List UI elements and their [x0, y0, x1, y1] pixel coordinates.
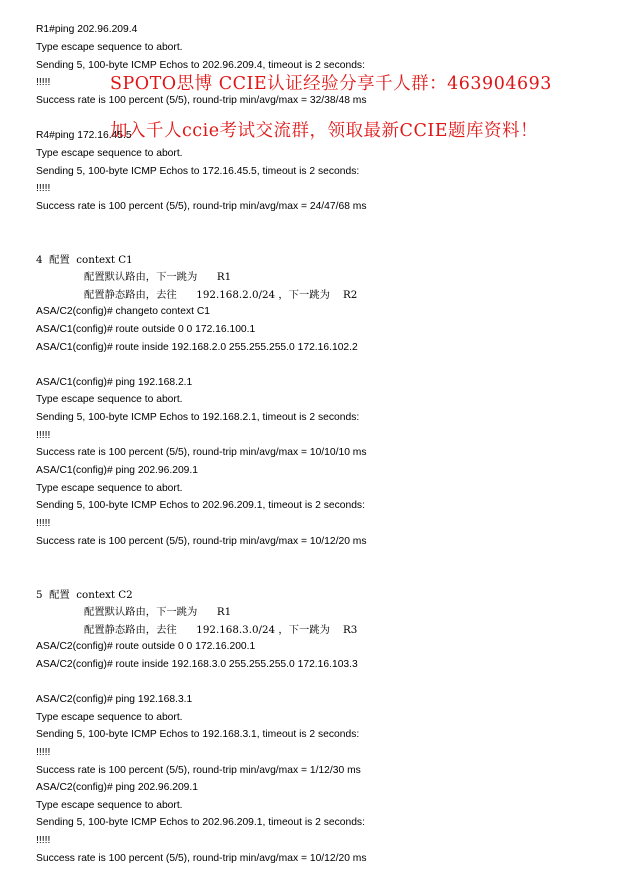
- terminal-line: Type escape sequence to abort.: [36, 42, 183, 53]
- config-step: 配置默认路由，下一跳为 R1: [84, 271, 232, 283]
- config-step: 配置静态路由，去往 192.168.3.0/24 ，下一跳为 R3: [84, 624, 358, 636]
- terminal-line: Success rate is 100 percent (5/5), round-trip min/avg/max = 10/12/20 ms: [36, 853, 367, 864]
- terminal-line: Type escape sequence to abort.: [36, 712, 183, 723]
- terminal-line: Success rate is 100 percent (5/5), round-trip min/avg/max = 1/12/30 ms: [36, 765, 361, 776]
- terminal-line: R1#ping 202.96.209.4: [36, 24, 138, 35]
- terminal-line: !!!!!: [36, 77, 51, 88]
- terminal-line: ASA/C2(config)# changeto context C1: [36, 306, 211, 317]
- terminal-line: ASA/C1(config)# route outside 0 0 172.16.100.1: [36, 324, 256, 335]
- terminal-line: ASA/C2(config)# ping 202.96.209.1: [36, 782, 199, 793]
- terminal-line: R4#ping 172.16.45.5: [36, 130, 132, 141]
- terminal-line: !!!!!: [36, 430, 51, 441]
- watermark-line: SPOTO思博 CCIE认证经验分享千人群：463904693: [110, 74, 552, 94]
- terminal-line: ASA/C2(config)# route outside 0 0 172.16.200.1: [36, 641, 256, 652]
- terminal-line: Success rate is 100 percent (5/5), round-trip min/avg/max = 32/38/48 ms: [36, 95, 367, 106]
- config-step: 配置默认路由，下一跳为 R1: [84, 606, 232, 618]
- terminal-line: ASA/C2(config)# ping 192.168.3.1: [36, 694, 193, 705]
- terminal-line: ASA/C1(config)# route inside 192.168.2.0 255.255.255.0 172.16.102.2: [36, 342, 358, 353]
- terminal-line: Sending 5, 100-byte ICMP Echos to 202.96.209.1, timeout is 2 seconds:: [36, 500, 365, 511]
- section-heading: 5 配置 context C2: [36, 589, 133, 601]
- terminal-line: ASA/C2(config)# route inside 192.168.3.0 255.255.255.0 172.16.103.3: [36, 659, 358, 670]
- terminal-line: Type escape sequence to abort.: [36, 394, 183, 405]
- terminal-line: !!!!!: [36, 518, 51, 529]
- terminal-line: Sending 5, 100-byte ICMP Echos to 202.96.209.4, timeout is 2 seconds:: [36, 60, 365, 71]
- terminal-line: Success rate is 100 percent (5/5), round-trip min/avg/max = 10/10/10 ms: [36, 447, 367, 458]
- terminal-line: !!!!!: [36, 183, 51, 194]
- terminal-line: Type escape sequence to abort.: [36, 800, 183, 811]
- terminal-line: ASA/C1(config)# ping 202.96.209.1: [36, 465, 199, 476]
- terminal-line: Success rate is 100 percent (5/5), round-trip min/avg/max = 24/47/68 ms: [36, 201, 367, 212]
- terminal-line: Type escape sequence to abort.: [36, 483, 183, 494]
- terminal-line: !!!!!: [36, 747, 51, 758]
- terminal-line: Type escape sequence to abort.: [36, 148, 183, 159]
- terminal-line: Success rate is 100 percent (5/5), round-trip min/avg/max = 10/12/20 ms: [36, 536, 367, 547]
- terminal-line: Sending 5, 100-byte ICMP Echos to 202.96.209.1, timeout is 2 seconds:: [36, 817, 365, 828]
- section-heading: 4 配置 context C1: [36, 254, 133, 266]
- terminal-line: !!!!!: [36, 835, 51, 846]
- terminal-line: Sending 5, 100-byte ICMP Echos to 172.16.45.5, timeout is 2 seconds:: [36, 166, 360, 177]
- watermark-line: 加入千人ccie考试交流群，领取最新CCIE题库资料！: [110, 121, 539, 141]
- config-step: 配置静态路由，去往 192.168.2.0/24 ，下一跳为 R2: [84, 289, 358, 301]
- terminal-line: Sending 5, 100-byte ICMP Echos to 192.168.2.1, timeout is 2 seconds:: [36, 412, 360, 423]
- terminal-line: ASA/C1(config)# ping 192.168.2.1: [36, 377, 193, 388]
- terminal-line: Sending 5, 100-byte ICMP Echos to 192.168.3.1, timeout is 2 seconds:: [36, 729, 360, 740]
